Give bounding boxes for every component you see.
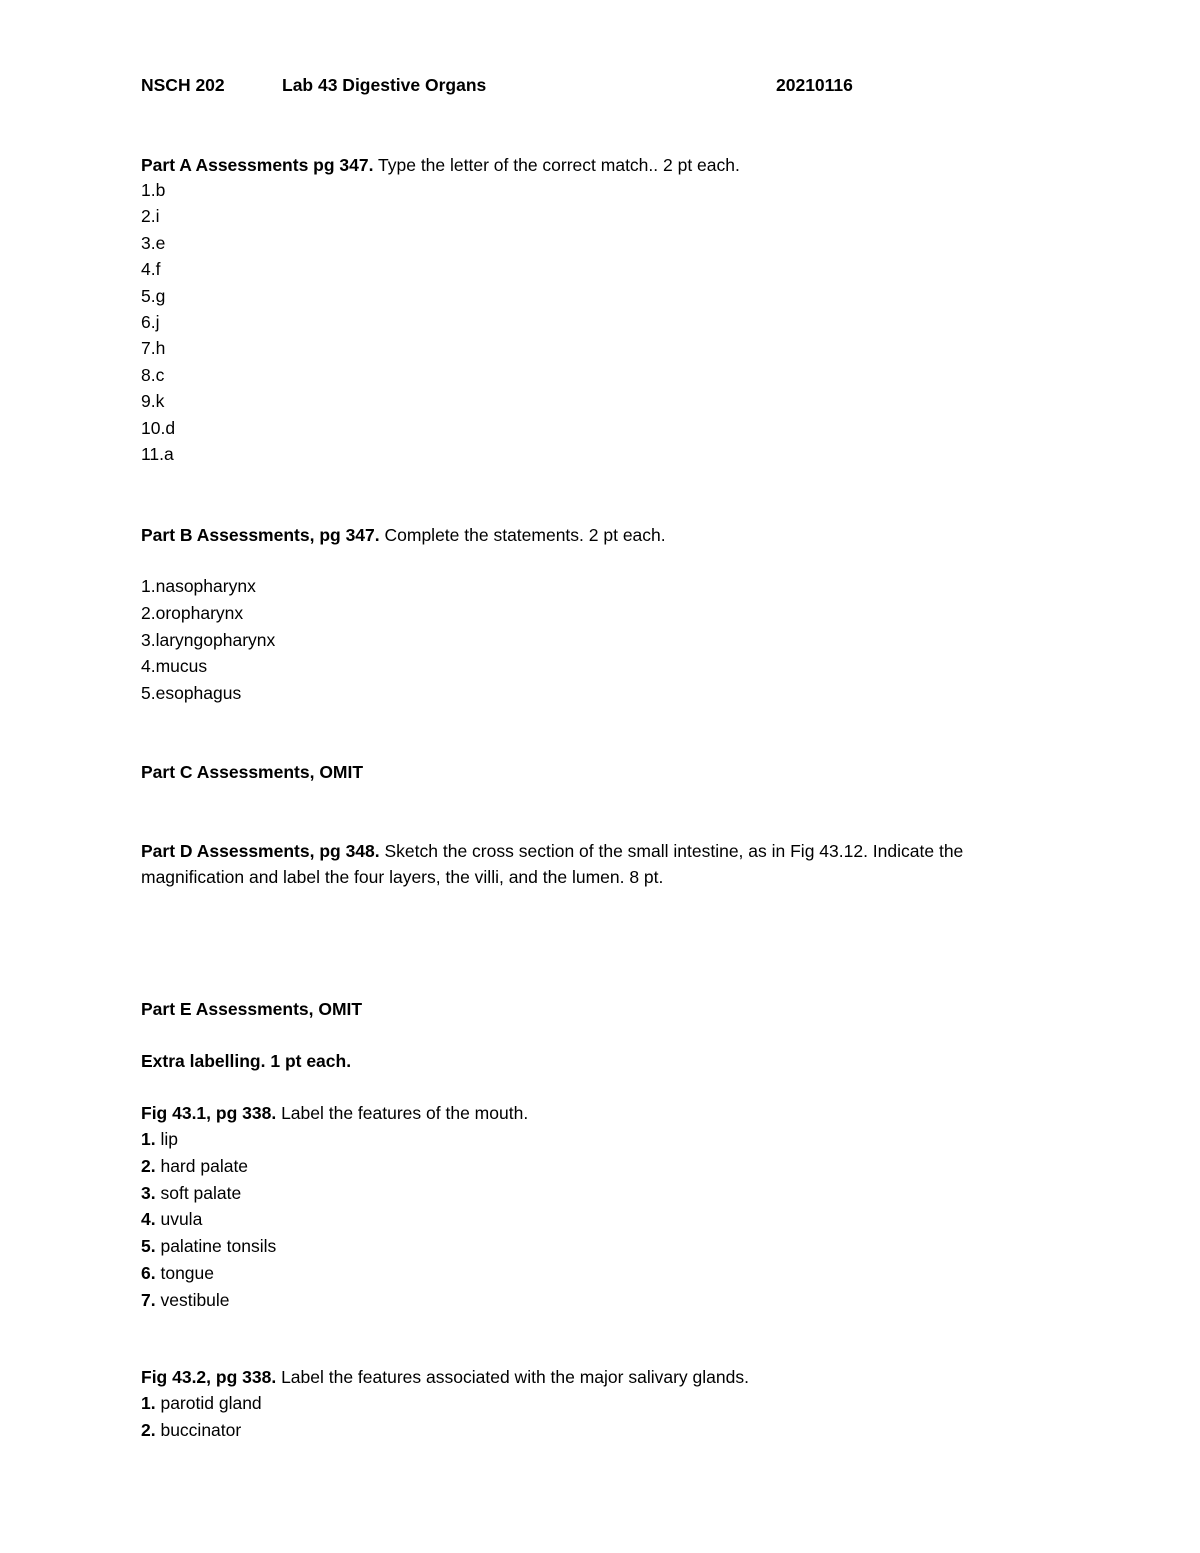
answer-text: c [155, 364, 165, 385]
answer-text: laryngopharynx [155, 629, 276, 650]
list-item [141, 1153, 276, 1180]
answer-number: 1. [141, 1393, 156, 1413]
answer-number: 7. [141, 338, 156, 359]
list-item [141, 1206, 276, 1233]
answer-text: buccinator [155, 1419, 242, 1440]
list-item [141, 1287, 276, 1314]
list-item [141, 1417, 262, 1444]
answer-number: 11. [141, 443, 165, 464]
answer-text: nasopharynx [155, 576, 256, 596]
answer-number: 1. [141, 1129, 156, 1149]
list-item [141, 653, 275, 680]
answer-text: oropharynx [155, 602, 244, 623]
answer-number: 6. [141, 1262, 156, 1283]
extra-labelling-heading: Extra labelling. 1 pt each. [141, 1051, 352, 1071]
fig-43-1-heading [141, 1105, 528, 1123]
list-item [141, 283, 175, 309]
lab-title: Lab 43 Digestive Organs [282, 75, 487, 95]
list-item [141, 1180, 276, 1207]
list-item [141, 256, 175, 282]
answer-number: 2. [141, 1419, 156, 1440]
list-item [141, 309, 175, 335]
fig-43-2-answer-list [141, 1390, 262, 1444]
answer-number: 2. [141, 602, 156, 623]
answer-number: 2. [141, 1155, 156, 1176]
answer-number: 8. [141, 364, 156, 385]
course-code: NSCH 202 [141, 75, 225, 95]
list-item [141, 388, 175, 414]
answer-text: mucus [155, 656, 208, 677]
list-item [141, 362, 175, 388]
part-a-heading-rest: Type the letter of the correct match.. 2 pt each. [373, 155, 740, 175]
list-item [141, 627, 275, 654]
list-item [141, 335, 175, 361]
list-item [141, 680, 275, 707]
answer-text: tongue [155, 1262, 214, 1283]
part-b-heading-bold: Part B Assessments, pg 347. [141, 525, 380, 545]
list-item [141, 1233, 276, 1260]
list-item [141, 177, 175, 203]
answer-text: k [155, 391, 165, 412]
fig-43-1-answer-list [141, 1126, 276, 1314]
answer-text: h [155, 338, 166, 359]
list-item [141, 203, 175, 229]
answer-text: j [155, 311, 160, 332]
answer-number: 5. [141, 1236, 156, 1257]
answer-number: 5. [141, 683, 156, 704]
fig-43-2-heading [141, 1369, 749, 1387]
answer-text: lip [155, 1129, 178, 1149]
answer-number: 1. [141, 180, 156, 200]
part-a-heading [141, 157, 740, 175]
answer-number: 3. [141, 232, 156, 253]
part-a-answer-list [141, 177, 175, 467]
list-item [141, 600, 275, 627]
answer-text: g [155, 285, 166, 306]
answer-text: b [155, 180, 166, 200]
answer-text: d [165, 417, 176, 438]
answer-number: 4. [141, 1209, 156, 1230]
part-c-heading: Part C Assessments, OMIT [141, 762, 364, 782]
part-a-heading-bold: Part A Assessments pg 347. [141, 155, 374, 175]
answer-text: soft palate [155, 1182, 242, 1203]
answer-number: 5. [141, 285, 156, 306]
answer-number: 10. [141, 417, 166, 438]
part-d-heading-bold: Part D Assessments, pg 348. [141, 841, 380, 861]
answer-number: 4. [141, 656, 156, 677]
answer-text: hard palate [155, 1155, 249, 1176]
fig-43-1-heading-bold: Fig 43.1, pg 338. [141, 1103, 277, 1123]
fig-43-2-heading-bold: Fig 43.2, pg 338. [141, 1367, 277, 1387]
list-item [141, 415, 175, 441]
answer-text: i [155, 206, 160, 227]
answer-number: 9. [141, 391, 156, 412]
answer-text: uvula [155, 1209, 203, 1230]
answer-number: 6. [141, 311, 156, 332]
answer-text: esophagus [155, 683, 242, 704]
answer-text: f [155, 259, 161, 280]
part-b-heading [141, 527, 666, 545]
list-item [141, 1390, 262, 1417]
document-date: 20210116 [776, 75, 853, 95]
part-d-heading-rest: Sketch the cross section of the small intestine, as in Fig 43.12. Indicate the magnification and label the four layers, the villi, and the lumen. 8 pt. [141, 841, 964, 887]
list-item [141, 441, 175, 467]
answer-number: 3. [141, 1182, 156, 1203]
answer-text: palatine tonsils [155, 1236, 277, 1257]
answer-text: parotid gland [155, 1393, 262, 1413]
answer-number: 3. [141, 629, 156, 650]
list-item [141, 573, 275, 600]
answer-text: e [155, 232, 166, 253]
part-b-heading-rest: Complete the statements. 2 pt each. [379, 525, 666, 545]
answer-number: 2. [141, 206, 156, 227]
answer-number: 7. [141, 1289, 156, 1310]
fig-43-2-heading-rest: Label the features associated with the major salivary glands. [276, 1367, 749, 1387]
answer-number: 1. [141, 576, 156, 596]
part-e-heading: Part E Assessments, OMIT [141, 999, 363, 1019]
answer-number: 4. [141, 259, 156, 280]
fig-43-1-heading-rest: Label the features of the mouth. [276, 1103, 529, 1123]
list-item [141, 230, 175, 256]
list-item [141, 1260, 276, 1287]
part-b-answer-list [141, 573, 275, 707]
list-item [141, 1126, 276, 1153]
answer-text: vestibule [155, 1289, 230, 1310]
part-d-instructions [141, 838, 1061, 890]
answer-text: a [164, 443, 174, 464]
